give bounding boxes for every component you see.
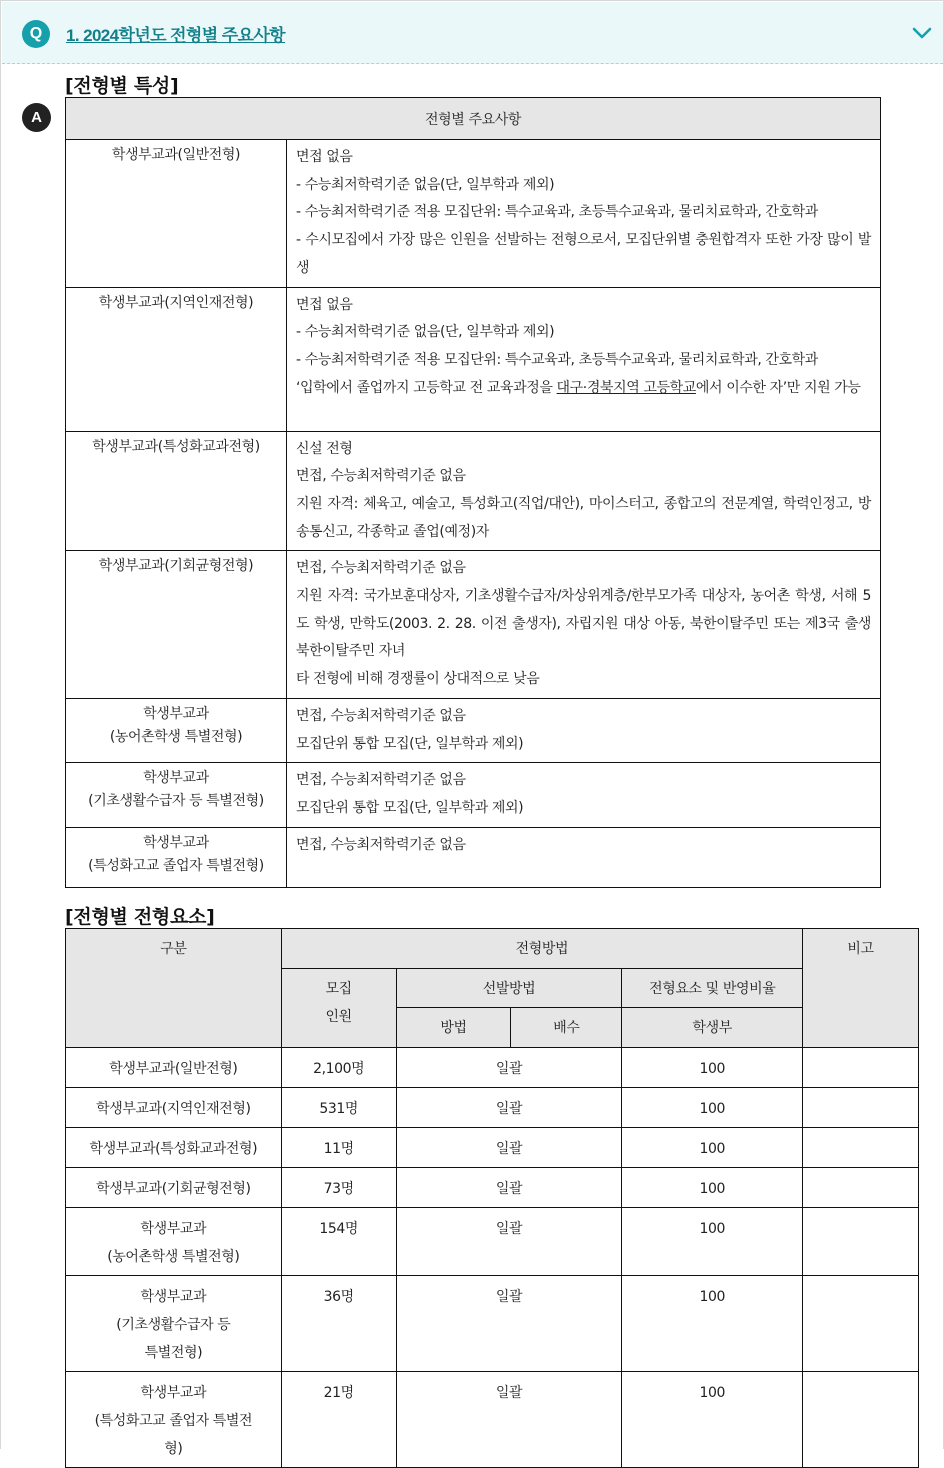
selection-method-cell: 일괄 xyxy=(396,1276,622,1372)
question-title-link[interactable]: 1. 2024학년도 전형별 주요사항 xyxy=(66,26,285,45)
record-ratio-cell: 100 xyxy=(622,1168,803,1208)
admission-type-cell xyxy=(66,1372,282,1468)
header-quota-line2: 인원 xyxy=(325,1009,352,1025)
table-row xyxy=(66,431,881,551)
selection-method-cell: 일괄 xyxy=(396,1048,622,1088)
description-line: 타 전형에 비해 경쟁률이 상대적으로 낮음 xyxy=(296,671,540,688)
question-header[interactable] xyxy=(2,2,943,64)
label-line: 학생부교과 xyxy=(140,1385,207,1401)
description-line: 면접, 수능최저학력기준 없음 xyxy=(296,560,466,577)
admission-type-label xyxy=(66,551,287,699)
label-line: 학생부교과(지역인재전형) xyxy=(98,294,254,311)
table-row xyxy=(66,698,881,762)
quota-cell: 21명 xyxy=(281,1372,396,1468)
record-ratio-cell: 100 xyxy=(622,1372,803,1468)
label-line: 학생부교과(기회균형전형) xyxy=(98,558,254,575)
label-line: 학생부교과(일반전형) xyxy=(111,147,241,163)
remarks-cell xyxy=(803,1048,919,1088)
label-line: 학생부교과(특성화교과전형) xyxy=(89,1141,258,1157)
section-title-characteristics: [전형별 특성] xyxy=(65,75,179,97)
label-line: (특성화고교 졸업자 특별전형) xyxy=(88,857,264,874)
description-line: 면접 없음 xyxy=(296,149,353,165)
label-line: (특성화고교 졸업자 특별전 xyxy=(94,1413,253,1429)
description-line: 지원 자격: 국가보훈대상자, 기초생활수급자/차상위계층/한부모가족 대상자, 농어촌 학생, 서해 5도 학생, 만학도(2003. 2. 28. 이전 출생자), 자립지원 대상 아동, 북한이탈주민 또는 제3국 출생 북한이탈주민 자녀 xyxy=(296,588,871,660)
record-ratio-cell: 100 xyxy=(622,1128,803,1168)
table-row xyxy=(66,763,881,827)
selection-method-cell: 일괄 xyxy=(396,1088,622,1128)
description-line: 면접 없음 xyxy=(296,296,353,313)
admission-description xyxy=(287,140,881,288)
admission-description xyxy=(287,431,881,551)
quota-cell: 11명 xyxy=(281,1128,396,1168)
record-ratio-cell: 100 xyxy=(622,1048,803,1088)
question-badge: Q xyxy=(22,20,50,48)
header-selection: 선발방법 xyxy=(396,969,622,1008)
description-line: - 수능최저학력기준 없음(단, 일부학과 제외) xyxy=(296,324,555,341)
description-line: 신설 전형 xyxy=(296,440,353,457)
admission-type-label xyxy=(66,827,287,887)
header-quota xyxy=(281,969,396,1048)
label-line: 형) xyxy=(164,1441,183,1457)
quota-cell: 36명 xyxy=(281,1276,396,1372)
quota-cell: 73명 xyxy=(281,1168,396,1208)
table-row xyxy=(66,1128,919,1168)
table-row xyxy=(66,1276,919,1372)
label-line: (기초생활수급자 등 특별전형) xyxy=(88,793,264,810)
admission-description xyxy=(287,698,881,762)
label-line: 학생부교과(기회균형전형) xyxy=(96,1181,251,1197)
admission-description xyxy=(287,551,881,699)
admission-type-cell xyxy=(66,1208,282,1276)
quota-cell: 2,100명 xyxy=(281,1048,396,1088)
label-line: 학생부교과 xyxy=(140,1289,207,1305)
table-header: 전형별 주요사항 xyxy=(66,98,881,140)
admission-type-cell xyxy=(66,1128,282,1168)
admission-type-cell xyxy=(66,1168,282,1208)
note-text: ‘입학에서 졸업까지 고등학교 전 교육과정을 xyxy=(296,379,557,396)
eligibility-note xyxy=(296,375,871,403)
selection-method-cell: 일괄 xyxy=(396,1168,622,1208)
table-row xyxy=(66,827,881,887)
header-quota-line1: 모집 xyxy=(325,981,352,997)
selection-method-cell: 일괄 xyxy=(396,1208,622,1276)
label-line: 학생부교과 xyxy=(143,770,209,787)
note-text: 에서 이수한 자’만 지원 가능 xyxy=(695,379,861,396)
label-line: (기초생활수급자 등 xyxy=(116,1317,231,1333)
description-line: 면접, 수능최저학력기준 없음 xyxy=(296,707,466,724)
table-row xyxy=(66,1088,919,1128)
admission-description xyxy=(287,763,881,827)
label-line: 학생부교과 xyxy=(140,1221,207,1237)
record-ratio-cell: 100 xyxy=(622,1208,803,1276)
remarks-cell xyxy=(803,1168,919,1208)
description-line: 모집단위 통합 모집(단, 일부학과 제외) xyxy=(296,799,524,816)
admission-type-cell xyxy=(66,1088,282,1128)
table-row xyxy=(66,287,881,431)
description-line: - 수시모집에서 가장 많은 인원을 선발하는 전형으로서, 모집단위별 충원합격자 또한 가장 많이 발생 xyxy=(296,232,871,276)
admission-description xyxy=(287,287,881,431)
characteristics-table xyxy=(65,97,881,888)
table-row xyxy=(66,1048,919,1088)
admission-type-label xyxy=(66,763,287,827)
header-category: 구분 xyxy=(66,929,282,1048)
description-line: 모집단위 통합 모집(단, 일부학과 제외) xyxy=(296,735,524,752)
admission-type-label xyxy=(66,698,287,762)
remarks-cell xyxy=(803,1088,919,1128)
record-ratio-cell: 100 xyxy=(622,1276,803,1372)
label-line: 학생부교과 xyxy=(143,705,209,722)
label-line: 특별전형) xyxy=(144,1345,203,1361)
label-line: 학생부교과(일반전형) xyxy=(109,1061,238,1077)
description-line: - 수능최저학력기준 적용 모집단위: 특수교육과, 초등특수교육과, 물리치료학과, 간호학과 xyxy=(296,204,818,221)
header-remarks: 비고 xyxy=(803,929,919,1048)
description-line: - 수능최저학력기준 적용 모집단위: 특수교육과, 초등특수교육과, 물리치료학과, 간호학과 xyxy=(296,351,818,368)
note-underlined-region: 대구·경북지역 고등학교 xyxy=(556,379,696,396)
header-elements: 전형요소 및 반영비율 xyxy=(622,969,803,1008)
admission-type-label xyxy=(66,431,287,551)
header-method-group: 전형방법 xyxy=(281,929,802,969)
description-line: - 수능최저학력기준 없음(단, 일부학과 제외) xyxy=(296,176,555,193)
table-row xyxy=(66,140,881,288)
quota-cell: 154명 xyxy=(281,1208,396,1276)
label-line: 학생부교과(지역인재전형) xyxy=(96,1101,251,1117)
admission-type-cell xyxy=(66,1048,282,1088)
table-row xyxy=(66,1372,919,1468)
remarks-cell xyxy=(803,1128,919,1168)
description-line: 지원 자격: 체육고, 예술고, 특성화고(직업/대안), 마이스터고, 종합고의 전문계열, 학력인정고, 방송통신고, 각종학교 졸업(예정)자 xyxy=(296,495,871,540)
description-line: 면접, 수능최저학력기준 없음 xyxy=(296,772,466,789)
description-line: 면접, 수능최저학력기준 없음 xyxy=(296,836,466,853)
admission-type-cell xyxy=(66,1276,282,1372)
label-line: 학생부교과 xyxy=(143,834,209,851)
table-row xyxy=(66,1208,919,1276)
admission-type-label xyxy=(66,287,287,431)
remarks-cell xyxy=(803,1208,919,1276)
selection-method-cell: 일괄 xyxy=(396,1372,622,1468)
admission-type-label xyxy=(66,140,287,288)
header-method: 방법 xyxy=(396,1008,511,1048)
label-line: 학생부교과(특성화교과전형) xyxy=(92,438,260,455)
table-row xyxy=(66,1168,919,1208)
header-multiple: 배수 xyxy=(511,1008,622,1048)
remarks-cell xyxy=(803,1372,919,1468)
label-line: (농어촌학생 특별전형) xyxy=(107,1249,240,1265)
chevron-down-icon[interactable] xyxy=(912,26,932,40)
description-line: 면접, 수능최저학력기준 없음 xyxy=(296,468,466,485)
header-record: 학생부 xyxy=(622,1008,803,1048)
selection-method-cell: 일괄 xyxy=(396,1128,622,1168)
label-line: (농어촌학생 특별전형) xyxy=(109,728,243,745)
remarks-cell xyxy=(803,1276,919,1372)
quota-cell: 531명 xyxy=(281,1088,396,1128)
elements-table xyxy=(65,928,919,1468)
admission-description xyxy=(287,827,881,887)
section-title-elements: [전형별 전형요소] xyxy=(65,906,215,928)
table-row xyxy=(66,551,881,699)
answer-badge: A xyxy=(22,103,51,132)
record-ratio-cell: 100 xyxy=(622,1088,803,1128)
